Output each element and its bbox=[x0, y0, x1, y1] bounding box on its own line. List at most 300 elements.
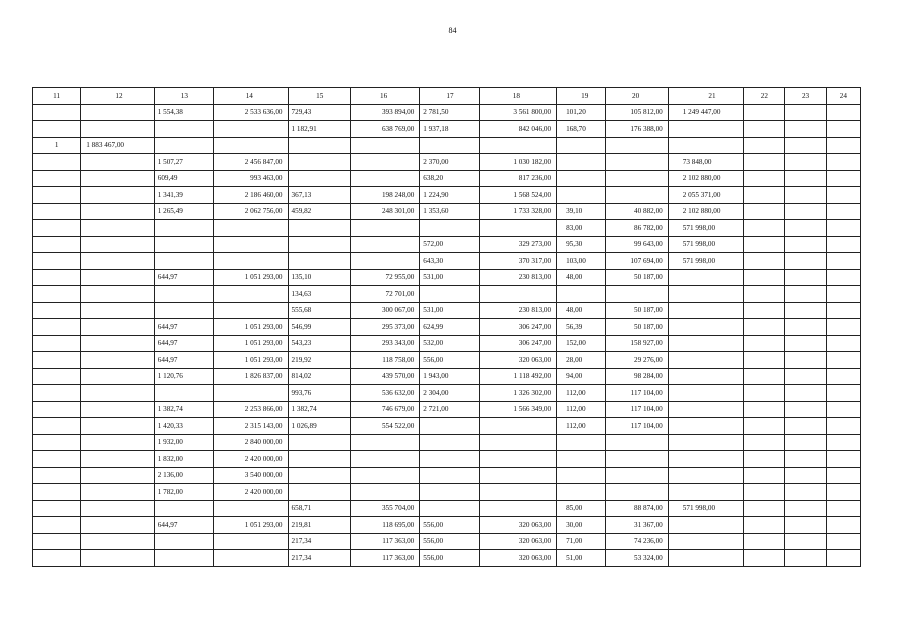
table-cell-col-22 bbox=[744, 434, 785, 451]
table-cell-col-11 bbox=[33, 253, 81, 270]
table-cell-col-13: 2 136,00 bbox=[154, 467, 213, 484]
table-cell-col-12 bbox=[81, 302, 154, 319]
table-cell-col-17 bbox=[420, 137, 479, 154]
table-cell-col-16: 300 067,00 bbox=[350, 302, 419, 319]
table-cell-col-23 bbox=[785, 220, 826, 237]
table-cell-col-20 bbox=[606, 467, 668, 484]
table-cell-col-13: 1 554,38 bbox=[154, 104, 213, 121]
table-cell-col-16: 355 704,00 bbox=[350, 500, 419, 517]
table-cell-col-18: 320 063,00 bbox=[479, 550, 556, 567]
table-cell-col-11 bbox=[33, 302, 81, 319]
table-cell-col-16: 293 343,00 bbox=[350, 335, 419, 352]
table-cell-col-21 bbox=[668, 517, 743, 534]
table-cell-col-24 bbox=[826, 434, 860, 451]
table-cell-col-11 bbox=[33, 451, 81, 468]
table-cell-col-17 bbox=[420, 434, 479, 451]
table-cell-col-16: 746 679,00 bbox=[350, 401, 419, 418]
table-cell-col-22 bbox=[744, 319, 785, 336]
table-cell-col-15 bbox=[288, 434, 350, 451]
table-cell-col-19: 48,00 bbox=[557, 269, 606, 286]
table-cell-col-16: 638 769,00 bbox=[350, 121, 419, 138]
table-cell-col-23 bbox=[785, 137, 826, 154]
table-cell-col-17: 624,99 bbox=[420, 319, 479, 336]
table-cell-col-24 bbox=[826, 154, 860, 171]
table-row bbox=[33, 286, 861, 303]
table-cell-col-19: 83,00 bbox=[557, 220, 606, 237]
table-cell-col-20 bbox=[606, 434, 668, 451]
table-cell-col-14: 2 420 000,00 bbox=[214, 484, 288, 501]
table-cell-col-14 bbox=[214, 253, 288, 270]
table-cell-col-14 bbox=[214, 121, 288, 138]
table-cell-col-15: 1 382,74 bbox=[288, 401, 350, 418]
table-cell-col-19: 152,00 bbox=[557, 335, 606, 352]
table-cell-col-24 bbox=[826, 319, 860, 336]
table-cell-col-13 bbox=[154, 220, 213, 237]
table-cell-col-13 bbox=[154, 500, 213, 517]
table-cell-col-14: 2 840 000,00 bbox=[214, 434, 288, 451]
table-cell-col-22 bbox=[744, 500, 785, 517]
table-cell-col-21 bbox=[668, 335, 743, 352]
table-row bbox=[33, 352, 861, 369]
table-cell-col-22 bbox=[744, 187, 785, 204]
table-cell-col-15 bbox=[288, 253, 350, 270]
table-row bbox=[33, 550, 861, 567]
table-cell-col-14 bbox=[214, 500, 288, 517]
table-cell-col-22 bbox=[744, 269, 785, 286]
table-cell-col-21 bbox=[668, 451, 743, 468]
table-cell-col-24 bbox=[826, 368, 860, 385]
table-cell-col-15: 546,99 bbox=[288, 319, 350, 336]
table-cell-col-17: 532,00 bbox=[420, 335, 479, 352]
table-cell-col-22 bbox=[744, 385, 785, 402]
table-cell-col-16 bbox=[350, 434, 419, 451]
table-cell-col-23 bbox=[785, 335, 826, 352]
table-cell-col-21 bbox=[668, 121, 743, 138]
table-cell-col-18: 370 317,00 bbox=[479, 253, 556, 270]
table-cell-col-23 bbox=[785, 533, 826, 550]
table-cell-col-12: 1 883 467,00 bbox=[81, 137, 154, 154]
table-cell-col-15: 217,34 bbox=[288, 533, 350, 550]
table-cell-col-13: 609,49 bbox=[154, 170, 213, 187]
table-cell-col-12 bbox=[81, 418, 154, 435]
table-cell-col-16 bbox=[350, 220, 419, 237]
table-cell-col-16: 439 570,00 bbox=[350, 368, 419, 385]
table-cell-col-16 bbox=[350, 170, 419, 187]
table-cell-col-20: 31 367,00 bbox=[606, 517, 668, 534]
table-cell-col-18 bbox=[479, 286, 556, 303]
table-cell-col-13: 1 932,00 bbox=[154, 434, 213, 451]
table-cell-col-23 bbox=[785, 517, 826, 534]
table-cell-col-11 bbox=[33, 385, 81, 402]
table-cell-col-15 bbox=[288, 236, 350, 253]
table-cell-col-14: 1 051 293,00 bbox=[214, 269, 288, 286]
table-cell-col-17: 1 224,90 bbox=[420, 187, 479, 204]
table-cell-col-16 bbox=[350, 467, 419, 484]
table-cell-col-20 bbox=[606, 137, 668, 154]
table-cell-col-14: 2 186 460,00 bbox=[214, 187, 288, 204]
table-cell-col-18: 1 566 349,00 bbox=[479, 401, 556, 418]
table-cell-col-19: 103,00 bbox=[557, 253, 606, 270]
table-cell-col-16: 536 632,00 bbox=[350, 385, 419, 402]
table-cell-col-21 bbox=[668, 286, 743, 303]
table-cell-col-15: 217,34 bbox=[288, 550, 350, 567]
table-cell-col-19 bbox=[557, 286, 606, 303]
table-cell-col-22 bbox=[744, 104, 785, 121]
table-row bbox=[33, 104, 861, 121]
table-cell-col-19: 39,10 bbox=[557, 203, 606, 220]
table-cell-col-14 bbox=[214, 286, 288, 303]
table-row bbox=[33, 533, 861, 550]
column-header-18: 18 bbox=[479, 88, 556, 105]
table-cell-col-22 bbox=[744, 220, 785, 237]
table-cell-col-13 bbox=[154, 385, 213, 402]
table-cell-col-14 bbox=[214, 236, 288, 253]
table-cell-col-11 bbox=[33, 368, 81, 385]
table-cell-col-22 bbox=[744, 236, 785, 253]
table-cell-col-12 bbox=[81, 500, 154, 517]
table-cell-col-13: 1 507,27 bbox=[154, 154, 213, 171]
table-cell-col-19 bbox=[557, 170, 606, 187]
table-cell-col-11 bbox=[33, 104, 81, 121]
table-cell-col-13 bbox=[154, 137, 213, 154]
table-cell-col-18: 3 561 800,00 bbox=[479, 104, 556, 121]
table-cell-col-17 bbox=[420, 418, 479, 435]
table-cell-col-18: 1 733 328,00 bbox=[479, 203, 556, 220]
table-cell-col-17: 1 353,60 bbox=[420, 203, 479, 220]
table-cell-col-14 bbox=[214, 550, 288, 567]
table-cell-col-11 bbox=[33, 500, 81, 517]
table-cell-col-15 bbox=[288, 220, 350, 237]
table-cell-col-24 bbox=[826, 401, 860, 418]
table-cell-col-24 bbox=[826, 335, 860, 352]
table-cell-col-20: 50 187,00 bbox=[606, 269, 668, 286]
table-cell-col-22 bbox=[744, 517, 785, 534]
table-cell-col-19 bbox=[557, 187, 606, 204]
table-cell-col-23 bbox=[785, 269, 826, 286]
table-cell-col-19 bbox=[557, 154, 606, 171]
table-cell-col-22 bbox=[744, 253, 785, 270]
table-cell-col-12 bbox=[81, 484, 154, 501]
table-cell-col-18 bbox=[479, 451, 556, 468]
table-cell-col-24 bbox=[826, 533, 860, 550]
table-cell-col-20: 117 104,00 bbox=[606, 401, 668, 418]
table-cell-col-21 bbox=[668, 401, 743, 418]
table-cell-col-15 bbox=[288, 467, 350, 484]
table-cell-col-19: 112,00 bbox=[557, 401, 606, 418]
table-row bbox=[33, 319, 861, 336]
table-cell-col-13 bbox=[154, 286, 213, 303]
table-cell-col-16 bbox=[350, 484, 419, 501]
table-cell-col-24 bbox=[826, 517, 860, 534]
table-cell-col-19: 112,00 bbox=[557, 418, 606, 435]
table-cell-col-23 bbox=[785, 286, 826, 303]
table-cell-col-19: 48,00 bbox=[557, 302, 606, 319]
table-cell-col-14 bbox=[214, 385, 288, 402]
table-cell-col-17: 638,20 bbox=[420, 170, 479, 187]
table-cell-col-15 bbox=[288, 137, 350, 154]
table-cell-col-12 bbox=[81, 187, 154, 204]
table-cell-col-12 bbox=[81, 434, 154, 451]
table-cell-col-24 bbox=[826, 352, 860, 369]
table-cell-col-23 bbox=[785, 170, 826, 187]
table-cell-col-19: 94,00 bbox=[557, 368, 606, 385]
table-cell-col-16: 118 758,00 bbox=[350, 352, 419, 369]
table-cell-col-19: 28,00 bbox=[557, 352, 606, 369]
table-cell-col-21 bbox=[668, 368, 743, 385]
table-row bbox=[33, 170, 861, 187]
table-row bbox=[33, 269, 861, 286]
table-cell-col-19: 71,00 bbox=[557, 533, 606, 550]
table-row bbox=[33, 236, 861, 253]
table-cell-col-24 bbox=[826, 220, 860, 237]
table-row bbox=[33, 154, 861, 171]
table-cell-col-12 bbox=[81, 451, 154, 468]
table-cell-col-20: 98 284,00 bbox=[606, 368, 668, 385]
column-header-15: 15 bbox=[288, 88, 350, 105]
table-cell-col-22 bbox=[744, 451, 785, 468]
table-cell-col-19: 101,20 bbox=[557, 104, 606, 121]
table-cell-col-22 bbox=[744, 368, 785, 385]
table-cell-col-23 bbox=[785, 104, 826, 121]
table-row bbox=[33, 517, 861, 534]
table-cell-col-14: 2 420 000,00 bbox=[214, 451, 288, 468]
table-cell-col-19 bbox=[557, 484, 606, 501]
table-cell-col-16: 393 894,00 bbox=[350, 104, 419, 121]
table-cell-col-19: 56,39 bbox=[557, 319, 606, 336]
column-header-16: 16 bbox=[350, 88, 419, 105]
table-cell-col-17: 572,00 bbox=[420, 236, 479, 253]
table-cell-col-24 bbox=[826, 253, 860, 270]
table-cell-col-13: 644,97 bbox=[154, 352, 213, 369]
table-cell-col-13: 1 382,74 bbox=[154, 401, 213, 418]
table-cell-col-16: 248 301,00 bbox=[350, 203, 419, 220]
table-cell-col-24 bbox=[826, 484, 860, 501]
table-cell-col-23 bbox=[785, 418, 826, 435]
table-cell-col-23 bbox=[785, 203, 826, 220]
table-cell-col-22 bbox=[744, 335, 785, 352]
table-cell-col-18: 306 247,00 bbox=[479, 335, 556, 352]
table-cell-col-17: 2 370,00 bbox=[420, 154, 479, 171]
table-cell-col-16 bbox=[350, 236, 419, 253]
table-cell-col-14: 3 540 000,00 bbox=[214, 467, 288, 484]
table-cell-col-14: 993 463,00 bbox=[214, 170, 288, 187]
table-cell-col-24 bbox=[826, 170, 860, 187]
table-cell-col-14: 2 315 143,00 bbox=[214, 418, 288, 435]
table-cell-col-21 bbox=[668, 467, 743, 484]
table-cell-col-23 bbox=[785, 434, 826, 451]
table-cell-col-12 bbox=[81, 154, 154, 171]
table-cell-col-16 bbox=[350, 154, 419, 171]
table-cell-col-14: 1 051 293,00 bbox=[214, 319, 288, 336]
table-cell-col-11 bbox=[33, 467, 81, 484]
table-cell-col-12 bbox=[81, 253, 154, 270]
table-cell-col-16: 295 373,00 bbox=[350, 319, 419, 336]
table-cell-col-12 bbox=[81, 170, 154, 187]
table-cell-col-21: 1 249 447,00 bbox=[668, 104, 743, 121]
table-cell-col-11 bbox=[33, 236, 81, 253]
table-cell-col-19: 95,30 bbox=[557, 236, 606, 253]
table-row bbox=[33, 484, 861, 501]
table-cell-col-13 bbox=[154, 533, 213, 550]
table-cell-col-12 bbox=[81, 352, 154, 369]
table-cell-col-12 bbox=[81, 319, 154, 336]
table-cell-col-24 bbox=[826, 550, 860, 567]
table-cell-col-15: 1 182,91 bbox=[288, 121, 350, 138]
table-cell-col-21 bbox=[668, 385, 743, 402]
table-cell-col-21 bbox=[668, 269, 743, 286]
table-cell-col-12 bbox=[81, 550, 154, 567]
table-cell-col-22 bbox=[744, 352, 785, 369]
table-cell-col-17: 1 943,00 bbox=[420, 368, 479, 385]
table-cell-col-22 bbox=[744, 401, 785, 418]
table-cell-col-20: 29 276,00 bbox=[606, 352, 668, 369]
column-header-19: 19 bbox=[557, 88, 606, 105]
table-cell-col-22 bbox=[744, 137, 785, 154]
table-cell-col-16: 72 701,00 bbox=[350, 286, 419, 303]
column-header-24: 24 bbox=[826, 88, 860, 105]
table-cell-col-21: 571 998,00 bbox=[668, 500, 743, 517]
table-cell-col-11 bbox=[33, 550, 81, 567]
table-cell-col-21 bbox=[668, 319, 743, 336]
table-cell-col-18: 320 063,00 bbox=[479, 533, 556, 550]
table-cell-col-13: 644,97 bbox=[154, 319, 213, 336]
table-cell-col-13: 644,97 bbox=[154, 335, 213, 352]
table-row bbox=[33, 187, 861, 204]
table-cell-col-16: 198 248,00 bbox=[350, 187, 419, 204]
table-cell-col-24 bbox=[826, 467, 860, 484]
table-cell-col-15 bbox=[288, 451, 350, 468]
table-cell-col-19: 30,00 bbox=[557, 517, 606, 534]
table-cell-col-24 bbox=[826, 269, 860, 286]
table-row bbox=[33, 500, 861, 517]
table-cell-col-17: 2 721,00 bbox=[420, 401, 479, 418]
table-cell-col-11 bbox=[33, 401, 81, 418]
table-cell-col-14 bbox=[214, 220, 288, 237]
table-cell-col-23 bbox=[785, 253, 826, 270]
table-cell-col-23 bbox=[785, 187, 826, 204]
table-cell-col-12 bbox=[81, 335, 154, 352]
table-cell-col-12 bbox=[81, 203, 154, 220]
table-cell-col-21 bbox=[668, 533, 743, 550]
table-cell-col-22 bbox=[744, 154, 785, 171]
table-row bbox=[33, 253, 861, 270]
table-cell-col-16: 118 695,00 bbox=[350, 517, 419, 534]
table-cell-col-24 bbox=[826, 451, 860, 468]
header-row bbox=[33, 88, 861, 105]
table-cell-col-19 bbox=[557, 451, 606, 468]
table-cell-col-13: 1 341,39 bbox=[154, 187, 213, 204]
table-cell-col-17: 2 304,00 bbox=[420, 385, 479, 402]
table-cell-col-16: 117 363,00 bbox=[350, 550, 419, 567]
table-cell-col-17: 556,00 bbox=[420, 533, 479, 550]
table-cell-col-16 bbox=[350, 137, 419, 154]
table-row bbox=[33, 467, 861, 484]
table-cell-col-18: 329 273,00 bbox=[479, 236, 556, 253]
table-cell-col-15: 814,02 bbox=[288, 368, 350, 385]
table-cell-col-24 bbox=[826, 500, 860, 517]
table-cell-col-15: 729,43 bbox=[288, 104, 350, 121]
table-cell-col-11 bbox=[33, 533, 81, 550]
table-cell-col-17: 531,00 bbox=[420, 302, 479, 319]
table-cell-col-15: 658,71 bbox=[288, 500, 350, 517]
table-cell-col-18 bbox=[479, 467, 556, 484]
table-cell-col-17 bbox=[420, 484, 479, 501]
column-header-11: 11 bbox=[33, 88, 81, 105]
table-row bbox=[33, 203, 861, 220]
table-cell-col-15 bbox=[288, 154, 350, 171]
table-cell-col-15: 219,81 bbox=[288, 517, 350, 534]
table-cell-col-11 bbox=[33, 418, 81, 435]
table-cell-col-20: 158 927,00 bbox=[606, 335, 668, 352]
table-cell-col-20 bbox=[606, 187, 668, 204]
table-cell-col-13 bbox=[154, 236, 213, 253]
table-row bbox=[33, 385, 861, 402]
table-cell-col-17 bbox=[420, 451, 479, 468]
table-cell-col-22 bbox=[744, 170, 785, 187]
table-cell-col-12 bbox=[81, 517, 154, 534]
table-cell-col-11 bbox=[33, 352, 81, 369]
table-cell-col-14 bbox=[214, 302, 288, 319]
table-cell-col-18: 1 326 302,00 bbox=[479, 385, 556, 402]
table-cell-col-19 bbox=[557, 137, 606, 154]
page-number: 84 bbox=[448, 26, 457, 35]
table-cell-col-12 bbox=[81, 269, 154, 286]
table-cell-col-21 bbox=[668, 302, 743, 319]
table-cell-col-17: 556,00 bbox=[420, 517, 479, 534]
table-cell-col-14: 2 062 756,00 bbox=[214, 203, 288, 220]
table-cell-col-21 bbox=[668, 484, 743, 501]
table-row bbox=[33, 220, 861, 237]
table-cell-col-11 bbox=[33, 187, 81, 204]
table-cell-col-20 bbox=[606, 451, 668, 468]
table-cell-col-22 bbox=[744, 484, 785, 501]
table-cell-col-13: 1 120,76 bbox=[154, 368, 213, 385]
table-cell-col-24 bbox=[826, 236, 860, 253]
table-cell-col-17 bbox=[420, 220, 479, 237]
table-cell-col-20: 40 882,00 bbox=[606, 203, 668, 220]
table-cell-col-15: 459,82 bbox=[288, 203, 350, 220]
table-cell-col-13 bbox=[154, 253, 213, 270]
table-cell-col-20: 53 324,00 bbox=[606, 550, 668, 567]
table-cell-col-20: 107 694,00 bbox=[606, 253, 668, 270]
table-cell-col-20: 50 187,00 bbox=[606, 302, 668, 319]
table-cell-col-11 bbox=[33, 269, 81, 286]
table-cell-col-20: 50 187,00 bbox=[606, 319, 668, 336]
table-cell-col-24 bbox=[826, 302, 860, 319]
table-cell-col-21 bbox=[668, 434, 743, 451]
table-cell-col-23 bbox=[785, 302, 826, 319]
table-cell-col-22 bbox=[744, 302, 785, 319]
table-cell-col-15: 555,68 bbox=[288, 302, 350, 319]
table-cell-col-20: 86 782,00 bbox=[606, 220, 668, 237]
table-cell-col-12 bbox=[81, 368, 154, 385]
table-cell-col-17: 1 937,18 bbox=[420, 121, 479, 138]
table-row bbox=[33, 137, 861, 154]
table-cell-col-15: 219,92 bbox=[288, 352, 350, 369]
table-cell-col-17 bbox=[420, 467, 479, 484]
table-cell-col-13: 1 782,00 bbox=[154, 484, 213, 501]
table-row bbox=[33, 434, 861, 451]
table-cell-col-18 bbox=[479, 434, 556, 451]
table-cell-col-13 bbox=[154, 550, 213, 567]
table-cell-col-18: 230 813,00 bbox=[479, 269, 556, 286]
table-cell-col-19 bbox=[557, 467, 606, 484]
table-cell-col-22 bbox=[744, 286, 785, 303]
table-cell-col-21: 2 102 880,00 bbox=[668, 203, 743, 220]
table-cell-col-13 bbox=[154, 121, 213, 138]
table-cell-col-19: 51,00 bbox=[557, 550, 606, 567]
column-header-17: 17 bbox=[420, 88, 479, 105]
